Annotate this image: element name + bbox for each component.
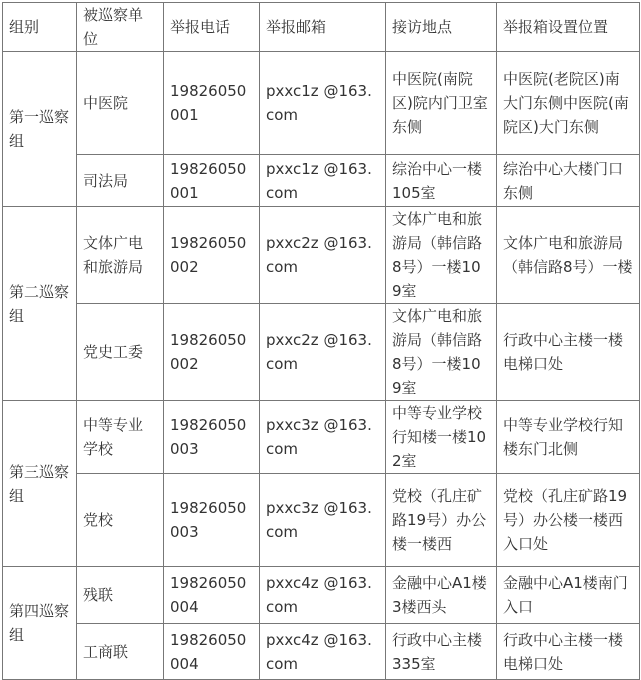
- group-name: 第四巡察组: [3, 567, 77, 680]
- email-cell: pxxc1z @163.com: [260, 155, 386, 207]
- box-cell: 中等专业学校行知楼东门北侧: [497, 401, 640, 474]
- place-cell: 文体广电和旅游局（韩信路8号）一楼109室: [386, 304, 497, 401]
- unit-cell: 残联: [77, 567, 164, 624]
- group-name: 第二巡察组: [3, 207, 77, 401]
- place-cell: 金融中心A1楼3楼西头: [386, 567, 497, 624]
- table-row: [3, 52, 640, 155]
- table-row: [3, 474, 640, 567]
- unit-cell: 工商联: [77, 624, 164, 680]
- table-row: [3, 155, 640, 207]
- table-row: [3, 207, 640, 304]
- header-group: 组别: [3, 3, 77, 52]
- box-cell: 中医院(老院区)南大门东侧中医院(南院区)大门东侧: [497, 52, 640, 155]
- phone-cell: 19826050002: [164, 207, 260, 304]
- unit-cell: 文体广电和旅游局: [77, 207, 164, 304]
- email-cell: pxxc3z @163.com: [260, 401, 386, 474]
- phone-cell: 19826050003: [164, 474, 260, 567]
- header-unit: 被巡察单位: [77, 3, 164, 52]
- email-cell: pxxc2z @163.com: [260, 207, 386, 304]
- inspection-table: [2, 2, 640, 680]
- table-row: [3, 304, 640, 401]
- email-cell: pxxc2z @163.com: [260, 304, 386, 401]
- unit-cell: 党校: [77, 474, 164, 567]
- header-place: 接访地点: [386, 3, 497, 52]
- header-phone: 举报电话: [164, 3, 260, 52]
- unit-cell: 中等专业学校: [77, 401, 164, 474]
- box-cell: 综治中心大楼门口东侧: [497, 155, 640, 207]
- group-name: 第一巡察组: [3, 52, 77, 207]
- box-cell: 行政中心主楼一楼电梯口处: [497, 304, 640, 401]
- header-box: 举报箱设置位置: [497, 3, 640, 52]
- table-row: [3, 567, 640, 624]
- group-name: 第三巡察组: [3, 401, 77, 567]
- unit-cell: 党史工委: [77, 304, 164, 401]
- place-cell: 党校（孔庄矿路19号）办公楼一楼西: [386, 474, 497, 567]
- box-cell: 文体广电和旅游局（韩信路8号）一楼: [497, 207, 640, 304]
- place-cell: 中医院(南院区)院内门卫室东侧: [386, 52, 497, 155]
- place-cell: 中等专业学校行知楼一楼102室: [386, 401, 497, 474]
- place-cell: 综治中心一楼105室: [386, 155, 497, 207]
- email-cell: pxxc4z @163.com: [260, 624, 386, 680]
- table-row: [3, 624, 640, 680]
- table-header-row: [3, 3, 640, 52]
- box-cell: 党校（孔庄矿路19号）办公楼一楼西入口处: [497, 474, 640, 567]
- phone-cell: 19826050004: [164, 567, 260, 624]
- phone-cell: 19826050003: [164, 401, 260, 474]
- unit-cell: 中医院: [77, 52, 164, 155]
- phone-cell: 19826050001: [164, 52, 260, 155]
- box-cell: 金融中心A1楼南门入口: [497, 567, 640, 624]
- table-row: [3, 401, 640, 474]
- phone-cell: 19826050002: [164, 304, 260, 401]
- phone-cell: 19826050001: [164, 155, 260, 207]
- header-email: 举报邮箱: [260, 3, 386, 52]
- email-cell: pxxc4z @163.com: [260, 567, 386, 624]
- box-cell: 行政中心主楼一楼电梯口处: [497, 624, 640, 680]
- place-cell: 行政中心主楼335室: [386, 624, 497, 680]
- phone-cell: 19826050004: [164, 624, 260, 680]
- email-cell: pxxc1z @163.com: [260, 52, 386, 155]
- place-cell: 文体广电和旅游局（韩信路8号）一楼109室: [386, 207, 497, 304]
- email-cell: pxxc3z @163.com: [260, 474, 386, 567]
- unit-cell: 司法局: [77, 155, 164, 207]
